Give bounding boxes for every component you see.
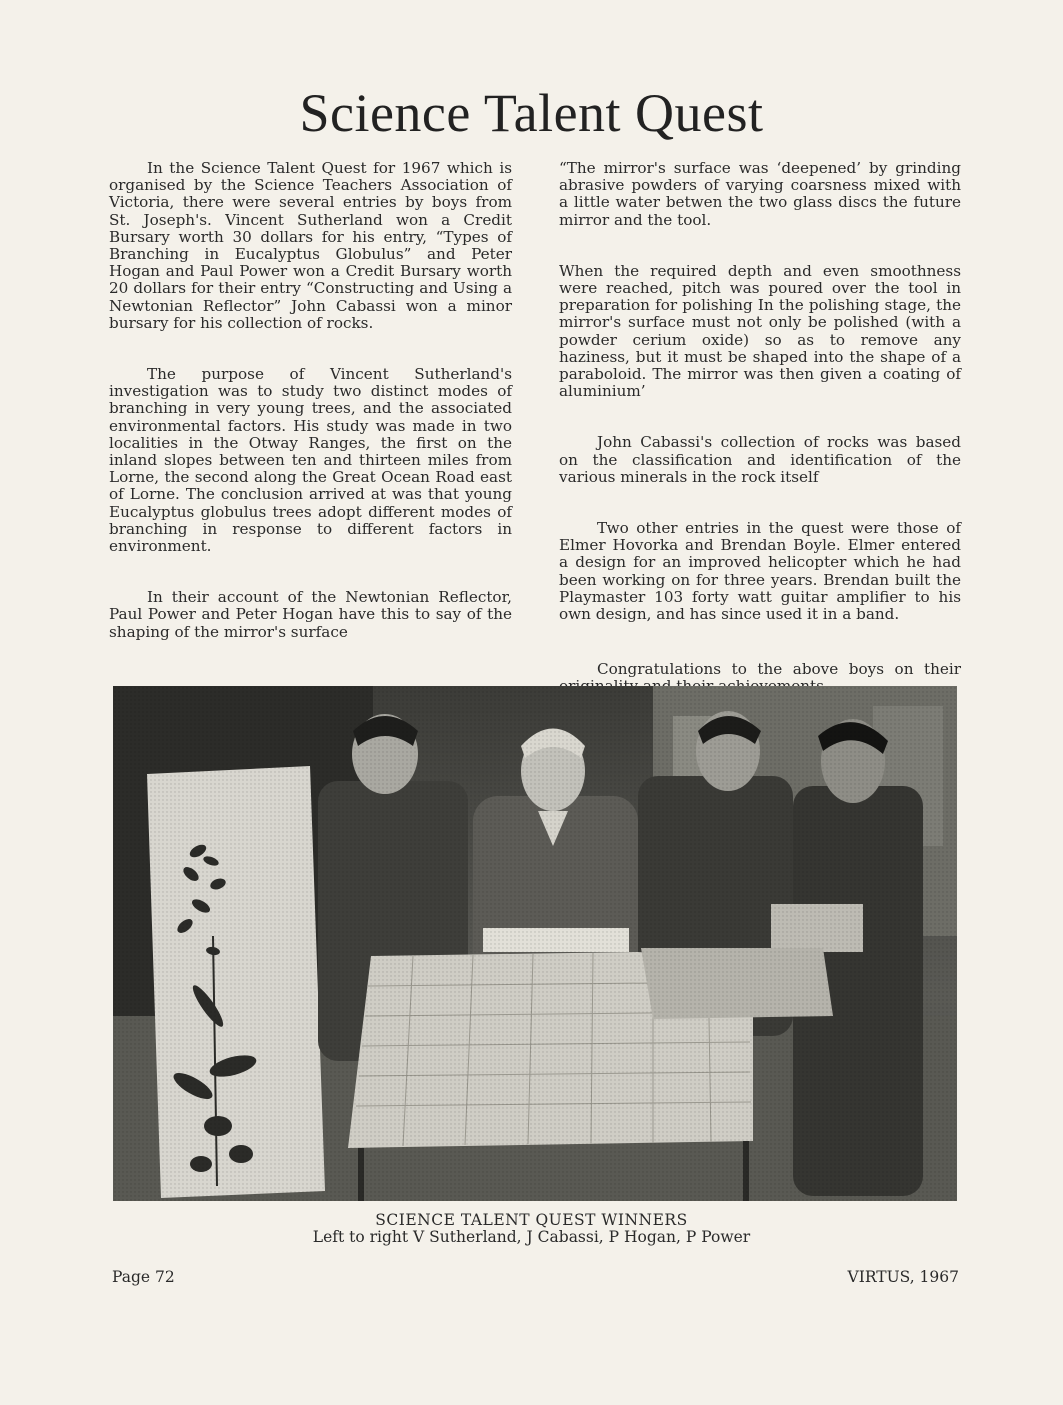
paragraph-reflector-intro: In their account of the Newtonian Reflector, Paul Power and Peter Hogan have this to say of the shaping of the mirror's surface — [109, 588, 512, 641]
winners-photo — [113, 686, 957, 1201]
article-title: Science Talent Quest — [299, 83, 764, 143]
left-column — [109, 160, 512, 641]
paragraph-other-entries: Two other entries in the quest were those of Elmer Hovorka and Brendan Boyle. Elmer entered a design for an improved helicopter which he had been working on for three years. Brendan built the Playmaster 103 forty watt guitar amplifier to his own design, and has since used it in a band. — [559, 519, 961, 624]
paragraph-sutherland: The purpose of Vincent Sutherland's investigation was to study two distinct modes of branching in very young trees, and the associated environmental factors. His study was made in two localities in the Otway Ranges, the first on the inland slopes between ten and thirteen miles from Lorne, the second along the Great Ocean Road east of Lorne. The conclusion arrived at was that young Eucalyptus globulus trees adopt different modes of branching in response to different factors in environment. — [109, 365, 512, 556]
paragraph-intro: In the Science Talent Quest for 1967 which is organised by the Science Teachers Association of Victoria, there were several entries by boys from St. Joseph's. Vincent Sutherland won a Credit Bursary worth 30 dollars for his entry, “Types of Branching in Eucalyptus Globulus” and Peter Hogan and Paul Power won a Credit Bursary worth 20 dollars for their entry “Constructing and Using a Newtonian Reflector” John Cabassi won a minor bursary for his collection of rocks. — [109, 159, 512, 332]
paragraph-mirror-quote: “The mirror's surface was ‘deepened’ by grinding abrasive powders of varying coarsness mixed with a little water betwen the two glass discs the future mirror and the tool. — [559, 159, 961, 229]
paragraph-congratulations: Congratulations to the above boys on their — [597, 660, 961, 679]
photo-caption-subtitle: Left to right V Sutherland, J Cabassi, P Hogan, P Power — [312, 1228, 751, 1246]
page-number: Page 72 — [112, 1268, 175, 1286]
right-column — [559, 160, 961, 696]
publication-name: VIRTUS, 1967 — [847, 1268, 959, 1286]
halftone-texture — [113, 686, 957, 1201]
paragraph-polishing: When the required depth and even smoothness were reached, pitch was poured over the tool in preparation for polishing In the polishing stage, the mirror's surface must not only be polished (with a powder cerium oxide) so as to remove any haziness, but it must be shaped into the shape of a paraboloid. The mirror was then given a coating of aluminium’ — [559, 261, 961, 401]
paragraph-cabassi: John Cabassi's collection of rocks was based on the classification and identification of the various minerals in the rock itself — [559, 433, 961, 486]
photo-caption-title: SCIENCE TALENT QUEST WINNERS — [375, 1211, 688, 1229]
